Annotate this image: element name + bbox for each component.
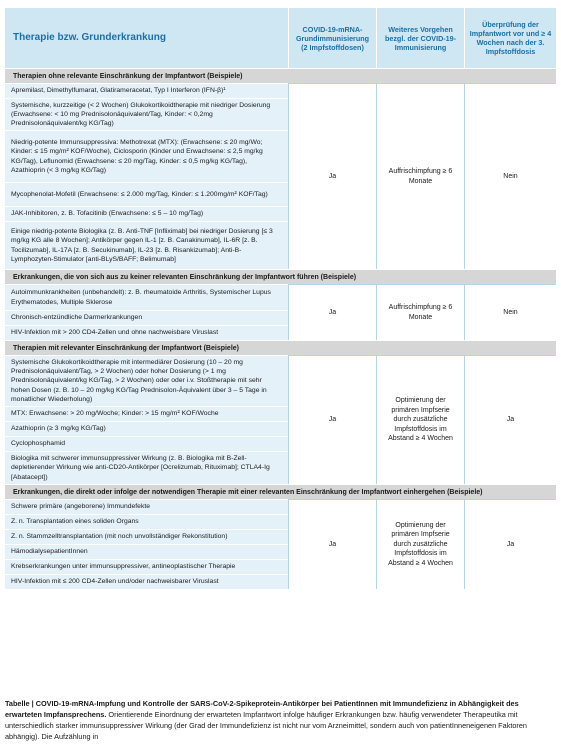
table-caption: [5, 698, 556, 742]
caption-title: COVID-19-mRNA-Impfung und Kontrolle der SARS-CoV-2-Spikeprotein-Antikörper bei PatientInnen mit Immundefizienz in Abhängigkeit des erwarteten Impfansprechens.: [5, 699, 519, 719]
table-row: Niedrig-potente Immunsuppressiva: Methotrexat (MTX): (Erwachsene: ≤ 20 mg/Wo; Kinder: ≤ 15 mg/m² KOF/Woche), Ciclosporin (Kinder und Erwachsene: ≤ 2,5 mg/kg KG/Tag), Leflunomid (Erwachsene: ≤ 20 mg/Tag, Kinder: ≤ 0,5 mg/kg KG/Tag), Azathioprin (< 3 mg/kg KG/Tag): [5, 130, 288, 182]
table-row: Cyclophosphamid: [5, 436, 288, 451]
cell-basic-immunization: Ja: [288, 284, 376, 340]
header-response-check: Überprüfung der Impfantwort vor und ≥ 4 Wochen nach der 3. Impfstoffdosis: [464, 8, 556, 68]
section-group: [5, 499, 556, 589]
caption-label: Tabelle |: [5, 699, 34, 708]
cell-further-procedure: Auffrischimpfung ≥ 6 Monate: [376, 83, 464, 269]
table-row: Z. n. Transplantation eines soliden Organs: [5, 514, 288, 529]
table-header: [5, 8, 556, 68]
cell-basic-immunization: Ja: [288, 499, 376, 589]
table-row: Biologika mit schwerer immunsuppressiver Wirkung (z. B. Biologika mit B-Zell-depletierender Wirkung wie anti-CD20-Antikörper [Ocrelizumab, Rituximab]; CTLA4-Ig [Abatacept]): [5, 451, 288, 484]
cell-further-procedure: Optimierung der primären Impfserie durch zusätzliche Impfstoffdosis im Abstand ≥ 4 Wochen: [376, 355, 464, 484]
table-row: Systemische Glukokortikoidtherapie mit intermediärer Dosierung (10 – 20 mg Prednisolonäquivalent/Tag, > 2 Wochen) oder hoher Dosierung (> 1 mg Prednisolonäquivalent/kg KG/Tag, > 2 Wochen) oder oder i.v. Stoßtherapie mit sehr hohen Dosen (z. B. 10 – 20 mg/kg KG/Tag Prednisolon-Äquivalent über 3 – 5 Tage in monatlicher Wiederholung): [5, 355, 288, 406]
cell-response-check: Nein: [464, 284, 556, 340]
immunodeficiency-table: [5, 8, 556, 589]
section-title: Therapien mit relevanter Einschränkung der Impfantwort (Beispiele): [5, 340, 556, 355]
cell-further-procedure: Optimierung der primären Impfserie durch zusätzliche Impfstoffdosis im Abstand ≥ 4 Wochen: [376, 499, 464, 589]
table-row: MTX: Erwachsene: > 20 mg/Woche; Kinder: > 15 mg/m² KOF/Woche: [5, 406, 288, 421]
table-row: Systemische, kurzzeitige (< 2 Wochen) Glukokortikoidtherapie mit niedriger Dosierung (Erwachsene: < 10 mg Prednisolonäquivalent/Tag, Kinder: < 0,2mg Prednisolonäquivalent/kg KG/Tag): [5, 98, 288, 130]
section-title: Erkrankungen, die direkt oder infolge der notwendigen Therapie mit einer relevanten Einschränkung der Impfantwort einhergehen (Beispiele): [5, 484, 556, 499]
table-row: Schwere primäre (angeborene) Immundefekte: [5, 499, 288, 514]
section-title: Therapien ohne relevante Einschränkung der Impfantwort (Beispiele): [5, 68, 556, 83]
table-row: Autoimmunkrankheiten (unbehandelt): z. B. rheumatoide Arthritis, Systemischer Lupus Erythematodes, Multiple Sklerose: [5, 284, 288, 310]
header-basic-immunization: COVID-19-mRNA-Grundimmunisierung (2 Impfstoffdosen): [288, 8, 376, 68]
table-row: HIV-Infektion mit > 200 CD4-Zellen und ohne nachweisbare Viruslast: [5, 325, 288, 340]
table-row: Z. n. Stammzelltransplantation (mit noch unvollständiger Rekonstitution): [5, 529, 288, 544]
table-row: Einige niedrig-potente Biologika (z. B. Anti-TNF [Infliximab] bei niedriger Dosierung [≤ 3 mg/kg KG alle 8 Wochen]; Antikörper gegen IL-1 [z. B. Canakinumab], IL-6R [z. B. Tocilizumab], IL-17A [z. B. Secukinumab], IL-23 [z. B. Risankizumab]; Anti-B-Lymphozyten-Stimulator [anti-BLyS/BAFF; Belimumab]: [5, 221, 288, 269]
table-row: Mycophenolat-Mofetil (Erwachsene: ≤ 2.000 mg/Tag, Kinder: ≤ 1.200mg/m² KOF/Tag): [5, 182, 288, 206]
section-group: [5, 355, 556, 484]
section-group: [5, 284, 556, 340]
table-row: JAK-Inhibitoren, z. B. Tofacitinib (Erwachsene: ≤ 5 – 10 mg/Tag): [5, 206, 288, 221]
table-row: Chronisch-entzündliche Darmerkrankungen: [5, 310, 288, 325]
table-row: HämodialysepatientInnen: [5, 544, 288, 559]
table-row: Apremilast, Dimethylfumarat, Glatirameracetat, Typ I Interferon (IFN-β)¹: [5, 83, 288, 98]
cell-basic-immunization: Ja: [288, 83, 376, 269]
section-title: Erkrankungen, die von sich aus zu keiner relevanten Einschränkung der Impfantwort führen (Beispiele): [5, 269, 556, 284]
table-row: Azathioprin (≥ 3 mg/kg KG/Tag): [5, 421, 288, 436]
cell-basic-immunization: Ja: [288, 355, 376, 484]
header-further-procedure: Weiteres Vorgehen bezgl. der COVID-19-Immunisierung: [376, 8, 464, 68]
cell-response-check: Ja: [464, 355, 556, 484]
cell-response-check: Ja: [464, 499, 556, 589]
cell-further-procedure: Auffrischimpfung ≥ 6 Monate: [376, 284, 464, 340]
table-row: HIV-Infektion mit ≤ 200 CD4-Zellen und/oder nachweisbarer Viruslast: [5, 574, 288, 589]
table-row: Krebserkrankungen unter immunsuppressiver, antineoplastischer Therapie: [5, 559, 288, 574]
caption-body: Orientierende Einordnung der erwarteten Impfantwort infolge häufiger Erkrankungen bzw. häufig verwendeter Therapeutika mit unterschiedlich starker immunsuppressiver Wirkung (der Grad der Immundefizienz ist nicht nur vom Arzneimittel, sondern auch von patientInneneigenen Faktoren abhängig). Die Aufzählung in: [5, 710, 527, 741]
cell-response-check: Nein: [464, 83, 556, 269]
section-group: [5, 83, 556, 269]
header-therapy: Therapie bzw. Grunderkrankung: [13, 31, 166, 43]
